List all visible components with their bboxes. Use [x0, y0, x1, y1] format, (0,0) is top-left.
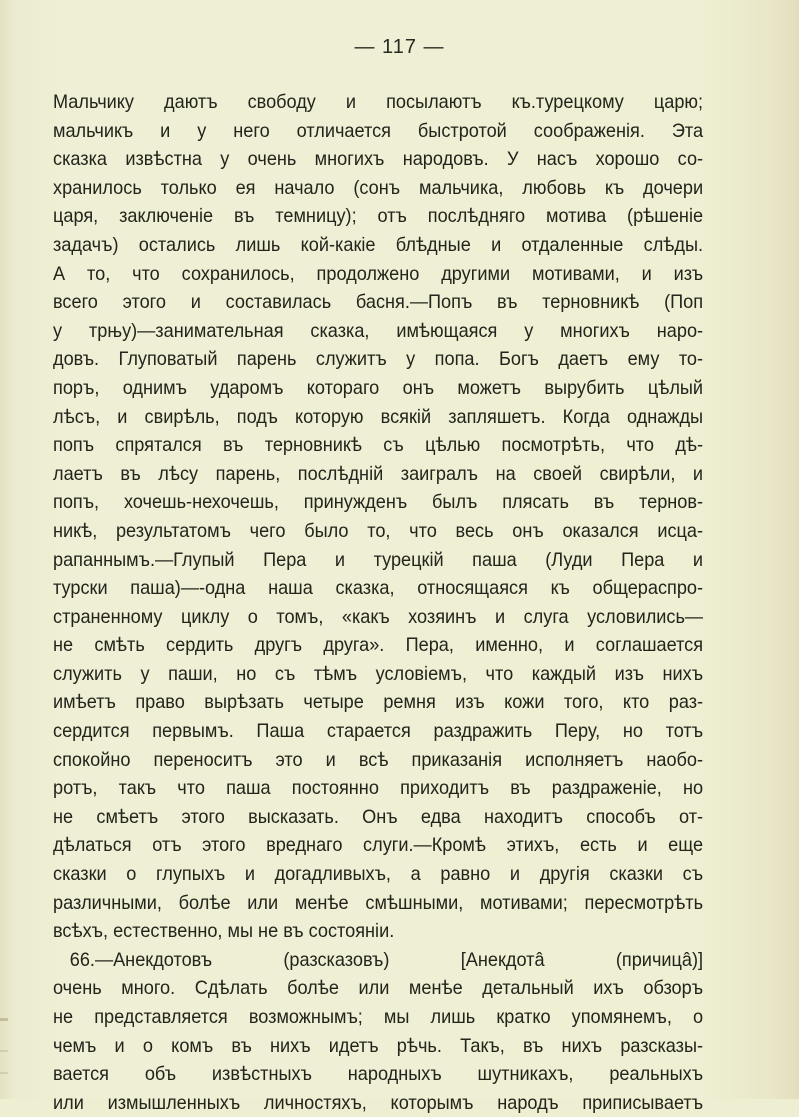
text-line: вается объ извѣстныхъ народныхъ шутникахъ, реальныхъ	[53, 1063, 704, 1086]
body-text	[53, 88, 703, 1117]
text-line: попъ, хочешь-нехочешь, принужденъ былъ плясать въ тернов-	[53, 491, 704, 514]
text-line: чемъ и о комъ въ нихъ идетъ рѣчь. Такъ, въ нихъ разсказы-	[53, 1034, 704, 1057]
text-line: царя, заключеніе въ темницу); отъ послѣдняго мотива (рѣшеніе	[53, 205, 704, 228]
text-line: имѣетъ право вырѣзать четыре ремня изъ кожи того, кто раз-	[53, 691, 704, 714]
text-line: не смѣетъ этого высказать. Онъ едва находитъ способъ от-	[53, 805, 704, 828]
page-edge-mark	[0, 1050, 8, 1052]
page-edge-mark	[0, 1072, 8, 1074]
text-line: очень много. Сдѣлать болѣе или менѣе детальный ихъ обзоръ	[53, 977, 704, 1000]
text-line: Мальчику даютъ свободу и посылаютъ къ.турецкому царю;	[53, 91, 704, 113]
text-line: лаетъ въ лѣсу парень, послѣдній заигралъ на своей свирѣли, и	[53, 462, 704, 485]
text-line: всего этого и составилась басня.—Попъ въ терновникѣ (Поп	[53, 291, 704, 314]
text-line: всѣхъ, естественно, мы не въ состояніи.	[53, 920, 395, 943]
text-line: лѣсъ, и свирѣль, подъ которую всякій запляшетъ. Когда однажды	[53, 405, 704, 428]
text-line: или измышленныхъ личностяхъ, которымъ народъ приписываетъ	[53, 1091, 704, 1114]
text-line: сказка извѣстна у очень многихъ народовъ. У насъ хорошо со-	[53, 148, 704, 171]
text-line: довъ. Глуповатый парень служитъ у попа. Богъ даетъ ему то-	[53, 348, 704, 371]
page-number: — 117 —	[354, 36, 445, 58]
text-line: хранилось только ея начало (сонъ мальчика, любовь къ дочери	[53, 176, 704, 199]
text-line: задачъ) остались лишь кой-какіе блѣдные и отдаленные слѣды.	[53, 233, 704, 256]
text-line: поръ, однимъ ударомъ котораго онъ можетъ вырубить цѣлый	[53, 376, 704, 399]
text-line: спокойно переноситъ это и всѣ приказанія исполняетъ наобо-	[53, 748, 704, 771]
text-line: А то, что сохранилось, продолжено другими мотивами, и изъ	[53, 262, 704, 285]
text-line: ротъ, такъ что паша постоянно приходитъ въ раздраженіе, но	[53, 777, 704, 800]
text-line: сказки о глупыхъ и догадливыхъ, а равно и другія сказки съ	[53, 863, 704, 886]
text-line: дѣлаться отъ этого вреднаго слуги.—Кромѣ этихъ, есть и еще	[53, 834, 704, 857]
text-line: попъ спрятался въ терновникѣ съ цѣлью посмотрѣть, что дѣ-	[53, 434, 704, 457]
text-line: служить у паши, но съ тѣмъ условіемъ, что каждый изъ нихъ	[53, 662, 704, 685]
page-edge-mark	[0, 1018, 8, 1021]
text-line: никѣ, результатомъ чего было то, что весь онъ оказался исца-	[53, 519, 704, 542]
text-line: не смѣть сердить другъ друга». Пера, именно, и соглашается	[53, 634, 704, 657]
text-line: у трњу)—занимательная сказка, имѣющаяся у многихъ наро-	[53, 319, 704, 342]
text-line: различными, болѣе или менѣе смѣшными, мотивами; пересмотрѣть	[53, 891, 704, 914]
text-line: турски паша)—-одна наша сказка, относящаяся къ общераспро-	[53, 577, 704, 600]
text-line: рапаннымъ.—Глупый Пера и турецкій паша (Луди Пера и	[53, 548, 704, 571]
text-line: страненному циклу о томъ, «какъ хозяинъ и слуга условились—	[53, 605, 704, 628]
text-line: не представляется возможнымъ; мы лишь кратко упомянемъ, о	[53, 1006, 704, 1028]
text-line: сердится первымъ. Паша старается раздражить Перу, но тотъ	[53, 720, 704, 743]
text-line: мальчикъ и у него отличается быстротой соображенія. Эта	[53, 119, 704, 142]
section-heading-line: 66.—Анекдотовъ (разсказовъ) [Анекдотâ (причицâ)]	[69, 948, 704, 971]
